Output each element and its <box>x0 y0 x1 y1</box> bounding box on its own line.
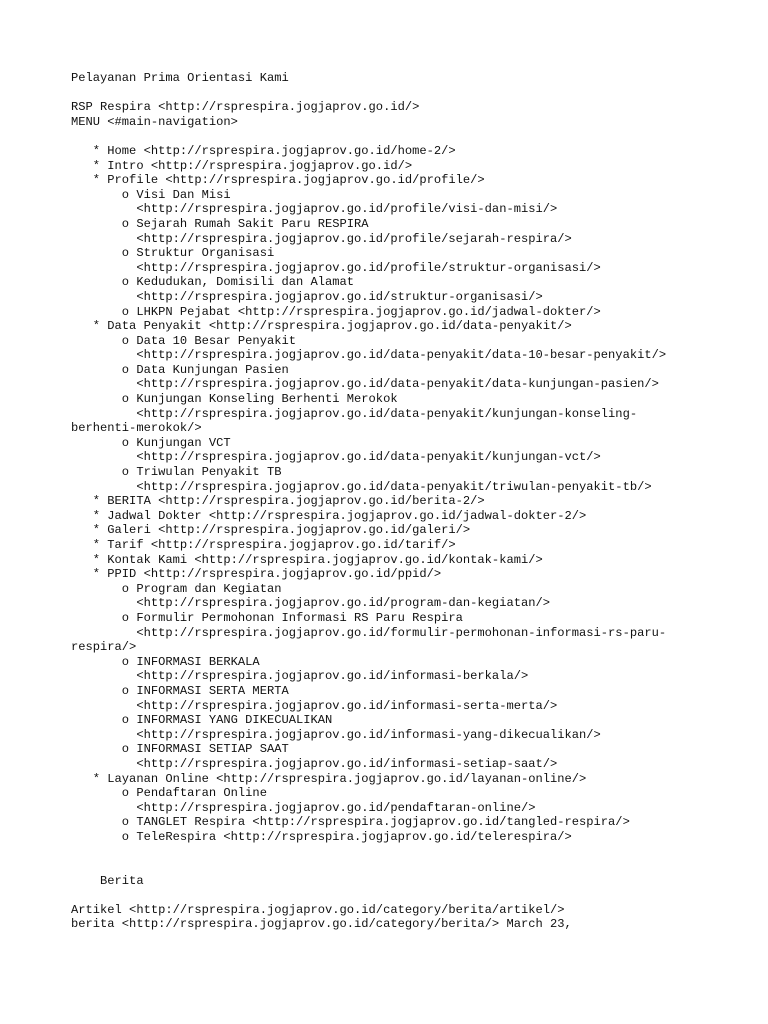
link-line[interactable]: * BERITA <http://rsprespira.jogjaprov.go.id/berita-2/> <box>71 494 485 509</box>
blank-line <box>71 888 666 903</box>
text-line: o Visi Dan Misi <box>71 187 231 202</box>
link-line[interactable]: * Profile <http://rsprespira.jogjaprov.go.id/profile/> <box>71 173 485 188</box>
link-line[interactable]: <http://rsprespira.jogjaprov.go.id/data-penyakit/triwulan-penyakit-tb/> <box>71 479 652 494</box>
blank-line <box>71 859 666 874</box>
text-line: Pelayanan Prima Orientasi Kami <box>71 71 289 85</box>
text-line: respira/> <box>71 640 137 655</box>
link-line[interactable]: * Layanan Online <http://rsprespira.jogjaprov.go.id/layanan-online/> <box>71 771 587 786</box>
link-line[interactable]: * Intro <http://rsprespira.jogjaprov.go.id/> <box>71 158 413 173</box>
link-line[interactable]: o TANGLET Respira <http://rsprespira.jogjaprov.go.id/tangled-respira/> <box>71 815 630 830</box>
link-line[interactable]: <http://rsprespira.jogjaprov.go.id/struktur-organisasi/> <box>71 289 543 304</box>
link-line[interactable]: <http://rsprespira.jogjaprov.go.id/formulir-permohonan-informasi-rs-paru- <box>71 625 667 640</box>
text-line: o Triwulan Penyakit TB <box>71 465 282 480</box>
blank-line <box>71 844 666 859</box>
link-line[interactable]: <http://rsprespira.jogjaprov.go.id/data-penyakit/data-10-besar-penyakit/> <box>71 348 667 363</box>
link-line[interactable]: <http://rsprespira.jogjaprov.go.id/informasi-yang-dikecualikan/> <box>71 727 601 742</box>
link-line[interactable]: <http://rsprespira.jogjaprov.go.id/profile/sejarah-respira/> <box>71 231 572 246</box>
link-line[interactable]: <http://rsprespira.jogjaprov.go.id/informasi-serta-merta/> <box>71 698 558 713</box>
text-line: Berita <box>71 873 144 888</box>
text-line: o Data 10 Besar Penyakit <box>71 333 296 348</box>
blank-line <box>71 129 666 144</box>
text-line: o Program dan Kegiatan <box>71 581 282 596</box>
text-line: o Kunjungan Konseling Berhenti Merokok <box>71 392 398 407</box>
text-line: o Sejarah Rumah Sakit Paru RESPIRA <box>71 216 369 231</box>
blank-line <box>71 86 666 101</box>
link-line[interactable]: RSP Respira <http://rsprespira.jogjaprov.go.id/> <box>71 100 420 115</box>
link-line[interactable]: o TeleRespira <http://rsprespira.jogjaprov.go.id/telerespira/> <box>71 829 572 844</box>
text-line: o Kedudukan, Domisili dan Alamat <box>71 275 355 290</box>
text-line: o Data Kunjungan Pasien <box>71 362 289 377</box>
link-line[interactable]: * Tarif <http://rsprespira.jogjaprov.go.id/tarif/> <box>71 538 456 552</box>
link-line[interactable]: Artikel <http://rsprespira.jogjaprov.go.id/category/berita/artikel/> <box>71 902 565 917</box>
link-line[interactable]: * Kontak Kami <http://rsprespira.jogjaprov.go.id/kontak-kami/> <box>71 552 543 567</box>
text-line: o Formulir Permohonan Informasi RS Paru Respira <box>71 610 463 625</box>
link-line[interactable]: o LHKPN Pejabat <http://rsprespira.jogjaprov.go.id/jadwal-dokter/> <box>71 304 601 319</box>
link-line[interactable]: <http://rsprespira.jogjaprov.go.id/informasi-setiap-saat/> <box>71 756 558 771</box>
link-line[interactable]: <http://rsprespira.jogjaprov.go.id/pendaftaran-online/> <box>71 800 536 815</box>
text-line: o INFORMASI SERTA MERTA <box>71 683 289 698</box>
link-line[interactable]: * Home <http://rsprespira.jogjaprov.go.id/home-2/> <box>71 143 456 158</box>
link-line[interactable]: MENU <#main-navigation> <box>71 114 238 129</box>
link-line[interactable]: <http://rsprespira.jogjaprov.go.id/data-penyakit/kunjungan-vct/> <box>71 450 601 465</box>
link-line[interactable]: * PPID <http://rsprespira.jogjaprov.go.id/ppid/> <box>71 567 442 582</box>
link-line[interactable]: <http://rsprespira.jogjaprov.go.id/data-penyakit/data-kunjungan-pasien/> <box>71 377 659 392</box>
link-line[interactable]: berita <http://rsprespira.jogjaprov.go.id/category/berita/> March 23, <box>71 917 572 932</box>
text-line: o Kunjungan VCT <box>71 435 231 450</box>
text-line: o Pendaftaran Online <box>71 786 267 801</box>
link-line[interactable]: <http://rsprespira.jogjaprov.go.id/profile/struktur-organisasi/> <box>71 260 601 275</box>
text-line: o INFORMASI SETIAP SAAT <box>71 742 289 757</box>
link-line[interactable]: <http://rsprespira.jogjaprov.go.id/data-penyakit/kunjungan-konseling- <box>71 406 638 421</box>
link-line[interactable]: <http://rsprespira.jogjaprov.go.id/informasi-berkala/> <box>71 669 529 684</box>
text-line: o INFORMASI YANG DIKECUALIKAN <box>71 713 333 728</box>
link-line[interactable]: * Data Penyakit <http://rsprespira.jogjaprov.go.id/data-penyakit/> <box>71 319 572 334</box>
link-line[interactable]: * Galeri <http://rsprespira.jogjaprov.go.id/galeri/> <box>71 523 471 538</box>
text-line: berhenti-merokok/> <box>71 421 202 436</box>
text-line: o INFORMASI BERKALA <box>71 654 260 669</box>
link-line[interactable]: <http://rsprespira.jogjaprov.go.id/program-dan-kegiatan/> <box>71 596 550 611</box>
link-line[interactable]: <http://rsprespira.jogjaprov.go.id/profile/visi-dan-misi/> <box>71 202 558 217</box>
link-line[interactable]: * Jadwal Dokter <http://rsprespira.jogjaprov.go.id/jadwal-dokter-2/> <box>71 508 587 523</box>
text-line: o Struktur Organisasi <box>71 246 275 261</box>
document-text <box>71 71 666 932</box>
